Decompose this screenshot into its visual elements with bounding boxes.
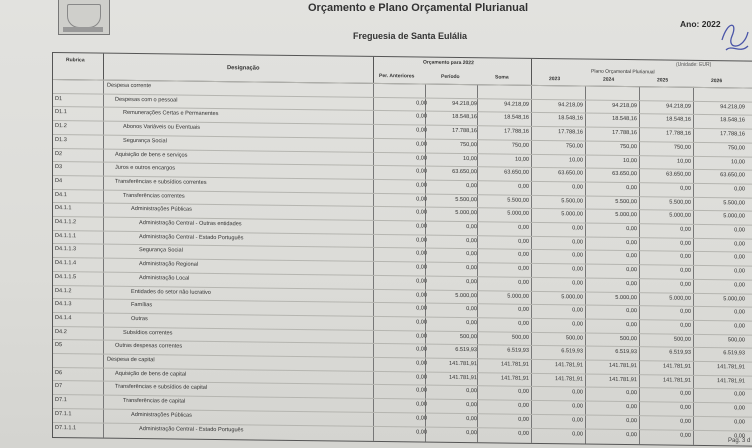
designacao-text: Segurança Social [139, 247, 183, 254]
value-cell [699, 90, 745, 91]
value-cell: 63.650,00 [504, 169, 529, 177]
value-cell: 0,00 [680, 308, 691, 315]
value-cell: 0,00 [626, 253, 637, 260]
value-cell: 0,00 [680, 240, 691, 247]
designacao-text: Administração Regional [139, 261, 199, 268]
rubrica-code: D4.1.3 [55, 301, 72, 308]
value-cell: 63.650,00 [452, 169, 477, 176]
value-cell: 6.519,93 [615, 349, 637, 356]
value-cell: 141.781,91 [501, 375, 529, 382]
handwritten-signature-icon [718, 10, 752, 60]
value-cell: 0,00 [416, 333, 427, 340]
designacao-text: Transferências correntes [123, 192, 185, 200]
value-cell: 0,00 [416, 401, 427, 408]
municipal-crest-logo [58, 0, 110, 35]
value-cell: 6.519,93 [723, 350, 745, 357]
value-cell: 5.500,00 [615, 198, 637, 205]
value-cell: 10,00 [731, 158, 745, 165]
page-subtitle: Freguesia de Santa Eulália [353, 31, 468, 41]
value-cell: 94.218,09 [452, 100, 477, 107]
value-cell: 0,00 [680, 226, 691, 233]
value-cell: 0,00 [572, 403, 583, 410]
value-cell: 0,00 [626, 404, 637, 411]
rubrica-code: D1.2 [55, 123, 67, 130]
designacao-text: Famílias [131, 302, 153, 309]
value-cell: 5.000,00 [615, 294, 637, 301]
value-cell: 500,00 [727, 336, 745, 344]
value-cell: 500,00 [511, 334, 529, 341]
designacao-text: Abonos Variáveis ou Eventuais [123, 123, 201, 131]
rubrica-code: D4.1.4 [55, 314, 72, 322]
rubrica-code: D4.1 [55, 191, 67, 198]
value-cell: 17.788,16 [504, 128, 529, 135]
value-cell: 0,00 [734, 241, 745, 248]
value-cell: 141.781,91 [555, 375, 583, 383]
value-cell: 141.781,91 [663, 363, 691, 370]
value-cell: 6.519,93 [455, 347, 477, 354]
value-cell: 10,00 [623, 157, 637, 164]
value-cell: 0,00 [734, 419, 745, 426]
value-cell [381, 86, 427, 87]
designacao-text: Transferências e subsídios correntes [115, 178, 207, 186]
value-cell: 0,00 [626, 390, 637, 397]
value-cell: 0,00 [626, 417, 637, 424]
value-cell [591, 89, 637, 90]
value-cell: 94.218,09 [720, 103, 745, 111]
value-cell: 0,00 [572, 184, 583, 191]
designacao-text: Transferências de capital [123, 397, 186, 405]
value-cell: 5.500,00 [723, 199, 745, 207]
value-cell: 0,00 [572, 239, 583, 246]
value-cell: 0,00 [518, 416, 529, 423]
value-cell: 0,00 [734, 227, 745, 234]
value-cell: 0,00 [416, 182, 427, 189]
value-cell: 5.000,00 [561, 293, 583, 300]
designacao-text: Administração Central - Estado Português [139, 233, 244, 242]
value-cell: 0,00 [518, 306, 529, 314]
rubrica-code: D1.3 [55, 136, 67, 143]
value-cell: 5.000,00 [455, 210, 477, 217]
unit-label: (Unidade: EUR) [676, 62, 712, 68]
value-cell: 0,00 [416, 360, 427, 367]
value-cell: 141.781,91 [609, 362, 637, 370]
value-cell: 750,00 [619, 143, 637, 150]
value-cell: 0,00 [416, 291, 427, 299]
designacao-text: Entidades do setor não lucrativo [131, 288, 211, 296]
value-cell: 0,00 [626, 280, 637, 287]
rubrica-code: D2 [55, 150, 63, 157]
page-number: Pag. 3 d [728, 438, 751, 444]
value-cell: 6.519,93 [669, 349, 691, 357]
rubrica-code: D4.1.1.5 [55, 273, 77, 281]
value-cell: 18.548,16 [720, 117, 745, 124]
value-cell: 0,00 [518, 265, 529, 272]
value-cell: 94.218,09 [612, 102, 637, 109]
value-cell: 0,00 [626, 239, 637, 246]
value-cell: 0,00 [416, 374, 427, 381]
value-cell: 141.781,91 [717, 377, 745, 385]
value-cell: 141.781,91 [555, 362, 583, 369]
rubrica-code: D4.1.1.1 [55, 232, 77, 239]
value-cell: 0,00 [572, 307, 583, 314]
value-cell: 0,00 [416, 141, 427, 148]
value-cell: 0,00 [416, 264, 427, 271]
value-cell: 0,00 [518, 402, 529, 409]
value-cell: 10,00 [569, 156, 583, 163]
value-cell: 5.000,00 [455, 292, 477, 299]
value-cell: 0,00 [518, 430, 529, 437]
value-cell: 0,00 [416, 250, 427, 257]
value-cell: 0,00 [572, 266, 583, 273]
value-cell: 94.218,09 [504, 101, 529, 108]
designacao-text: Aquisição de bens e serviços [115, 151, 188, 159]
value-cell: 0,00 [734, 323, 745, 330]
value-cell: 0,00 [466, 237, 477, 244]
rubrica-code: D4.1.1.3 [55, 246, 77, 253]
value-cell: 10,00 [677, 158, 691, 165]
value-cell: 17.788,16 [720, 131, 745, 138]
value-cell: 0,00 [466, 278, 477, 285]
page-title: Orçamento e Plano Orçamental Plurianual [308, 2, 529, 14]
value-cell: 5.000,00 [561, 211, 583, 218]
header-orcamento: Orçamento para 2022 Per. Anteriores Período Soma [373, 57, 532, 85]
value-cell: 63.650,00 [612, 171, 637, 178]
designacao-text: Administração Local [139, 274, 190, 282]
value-cell: 0,00 [734, 405, 745, 412]
value-cell [645, 89, 691, 90]
value-cell: 0,00 [680, 281, 691, 288]
value-cell: 0,00 [416, 168, 427, 175]
value-cell: 63.650,00 [558, 170, 583, 177]
value-cell: 0,00 [416, 100, 427, 107]
value-cell: 17.788,16 [612, 129, 637, 137]
value-cell: 0,00 [626, 308, 637, 315]
value-cell [431, 87, 477, 88]
value-cell: 0,00 [518, 389, 529, 396]
value-cell: 0,00 [680, 254, 691, 261]
value-cell: 0,00 [680, 391, 691, 398]
designacao-text: Outras despesas correntes [115, 343, 183, 350]
value-cell: 141.781,91 [449, 374, 477, 381]
rubrica-code: D4.2 [55, 328, 67, 335]
value-cell: 0,00 [416, 154, 427, 162]
value-cell: 0,00 [734, 391, 745, 398]
value-cell: 0,00 [416, 209, 427, 216]
designacao-text: Outras [131, 315, 148, 323]
value-cell: 500,00 [619, 335, 637, 342]
value-cell: 5.500,00 [669, 199, 691, 206]
designacao-text: Administração Central - Estado Português [139, 425, 244, 433]
rubrica-code: D1 [55, 95, 63, 102]
value-cell: 10,00 [515, 156, 529, 163]
value-cell: 0,00 [466, 306, 477, 313]
header-plano: Plano Orçamental Plurianual 2023 2024 2025 2026 [549, 68, 723, 85]
value-cell: 141.781,91 [663, 377, 691, 384]
value-cell: 94.218,09 [558, 101, 583, 109]
value-cell: 0,00 [466, 402, 477, 409]
value-cell: 0,00 [518, 252, 529, 259]
value-cell: 0,00 [734, 268, 745, 275]
value-cell: 500,00 [459, 333, 477, 340]
designacao-text: Administrações Públicas [131, 206, 192, 214]
value-cell: 0,00 [680, 322, 691, 329]
value-cell: 5.000,00 [723, 213, 745, 220]
value-cell: 0,00 [416, 319, 427, 326]
value-cell: 0,00 [518, 183, 529, 190]
value-cell [483, 87, 529, 88]
rubrica-code: D7.1 [55, 397, 67, 404]
value-cell: 17.788,16 [558, 129, 583, 136]
value-cell: 0,00 [626, 267, 637, 274]
value-cell: 17.788,16 [666, 130, 691, 137]
value-cell: 141.781,91 [449, 360, 477, 368]
designacao-text: Administração Central - Outras entidades [139, 220, 242, 228]
value-cell: 0,00 [416, 196, 427, 203]
year-label: Ano: 2022 [680, 19, 721, 29]
designacao-text: Remunerações Certas e Permanentes [123, 110, 219, 118]
value-cell: 0,00 [466, 388, 477, 395]
value-cell: 0,00 [416, 346, 427, 353]
value-cell: 5.000,00 [507, 293, 529, 300]
value-cell: 0,00 [416, 113, 427, 120]
value-cell: 0,00 [572, 417, 583, 424]
value-cell: 0,00 [466, 265, 477, 272]
value-cell: 0,00 [416, 428, 427, 436]
value-cell: 141.781,91 [501, 361, 529, 368]
value-cell: 0,00 [626, 184, 637, 192]
value-cell: 0,00 [680, 418, 691, 425]
rubrica-code: D5 [55, 342, 63, 349]
rubrica-code: D7.1.1.1 [55, 424, 77, 431]
value-cell: 0,00 [734, 282, 745, 289]
value-cell: 0,00 [572, 321, 583, 328]
value-cell: 18.548,16 [666, 116, 691, 124]
value-cell: 0,00 [466, 224, 477, 231]
value-cell: 0,00 [680, 404, 691, 411]
designacao-text: Transferências e subsídios de capital [115, 384, 208, 392]
rubrica-code: D6 [55, 369, 63, 376]
rubrica-code: D4.1.1 [55, 205, 72, 212]
value-cell: 5.000,00 [723, 295, 745, 302]
designacao-text: Subsídios correntes [123, 329, 173, 337]
value-cell: 0,00 [572, 280, 583, 287]
designacao-text: Despesas com o pessoal [115, 96, 178, 104]
value-cell: 0,00 [466, 415, 477, 422]
value-cell: 0,00 [734, 309, 745, 316]
value-cell: 5.000,00 [507, 210, 529, 218]
rubrica-code: D1.1 [55, 109, 67, 116]
value-cell: 0,00 [572, 252, 583, 259]
rubrica-code: D4.1.2 [55, 287, 72, 294]
designacao-text: Aquisição de bens de capital [115, 370, 187, 378]
designacao-text: Despesa corrente [107, 82, 152, 90]
value-cell: 18.548,16 [558, 115, 583, 122]
value-cell: 750,00 [673, 144, 691, 151]
value-cell: 0,00 [518, 224, 529, 231]
value-cell: 5.000,00 [615, 212, 637, 219]
value-cell: 141.781,91 [717, 364, 745, 371]
value-cell: 0,00 [572, 225, 583, 232]
value-cell: 18.548,16 [612, 116, 637, 123]
rubrica-code: D7.1.1 [55, 410, 72, 418]
value-cell: 5.000,00 [669, 212, 691, 220]
value-cell: 0,00 [734, 186, 745, 193]
designacao-text: Segurança Social [123, 137, 167, 145]
value-cell: 0,00 [680, 432, 691, 439]
value-cell: 500,00 [565, 334, 583, 342]
value-cell: 10,00 [463, 155, 477, 162]
value-cell: 63.650,00 [666, 171, 691, 178]
rubrica-code: D4.1.1.4 [55, 260, 77, 267]
value-cell: 0,00 [416, 387, 427, 394]
value-cell: 500,00 [673, 336, 691, 343]
budget-table [52, 52, 752, 447]
value-cell: 141.781,91 [609, 376, 637, 383]
value-cell: 0,00 [680, 267, 691, 274]
value-cell: 0,00 [572, 430, 583, 437]
value-cell: 0,00 [626, 321, 637, 329]
value-cell: 17.788,16 [452, 127, 477, 135]
value-cell: 5.500,00 [455, 196, 477, 203]
value-cell: 0,00 [626, 226, 637, 233]
value-cell: 0,00 [416, 305, 427, 312]
designacao-text: Administrações Públicas [131, 411, 192, 419]
header-rubrica: Rubrica [53, 53, 104, 80]
value-cell: 750,00 [727, 145, 745, 152]
value-cell: 0,00 [416, 237, 427, 244]
value-cell: 750,00 [511, 142, 529, 149]
value-cell: 0,00 [734, 254, 745, 261]
value-cell: 0,00 [466, 182, 477, 190]
value-cell: 6.519,93 [561, 348, 583, 355]
value-cell: 6.519,93 [507, 347, 529, 355]
header-designacao: Designação [103, 54, 374, 83]
rubrica-code: D4.1.1.2 [55, 219, 77, 226]
rubrica-code: D4 [55, 177, 63, 185]
value-cell: 0,00 [518, 320, 529, 327]
value-cell: 94.218,09 [666, 103, 691, 110]
designacao-text: Juros e outros encargos [115, 164, 176, 172]
value-cell: 18.548,16 [504, 114, 529, 122]
value-cell: 5.500,00 [507, 197, 529, 204]
value-cell: 0,00 [416, 278, 427, 285]
value-cell: 0,00 [626, 431, 637, 438]
value-cell: 0,00 [466, 319, 477, 327]
value-cell: 0,00 [572, 389, 583, 396]
value-cell: 0,00 [416, 127, 427, 134]
value-cell: 0,00 [466, 251, 477, 258]
value-cell: 0,00 [734, 432, 745, 439]
designacao-text: Despesa de capital [107, 356, 155, 364]
value-cell: 0,00 [518, 279, 529, 286]
value-cell: 63.650,00 [720, 172, 745, 179]
value-cell: 0,00 [416, 223, 427, 230]
value-cell: 0,00 [416, 415, 427, 422]
value-cell: 5.500,00 [561, 197, 583, 205]
value-cell: 0,00 [680, 185, 691, 192]
value-cell: 750,00 [565, 143, 583, 150]
value-cell: 750,00 [459, 141, 477, 148]
value-cell: 0,00 [466, 429, 477, 436]
value-cell: 0,00 [518, 238, 529, 245]
value-cell: 5.000,00 [669, 295, 691, 302]
rubrica-code: D3 [55, 164, 63, 171]
value-cell [537, 88, 583, 89]
rubrica-code: D7 [55, 383, 63, 390]
value-cell: 18.548,16 [452, 114, 477, 121]
